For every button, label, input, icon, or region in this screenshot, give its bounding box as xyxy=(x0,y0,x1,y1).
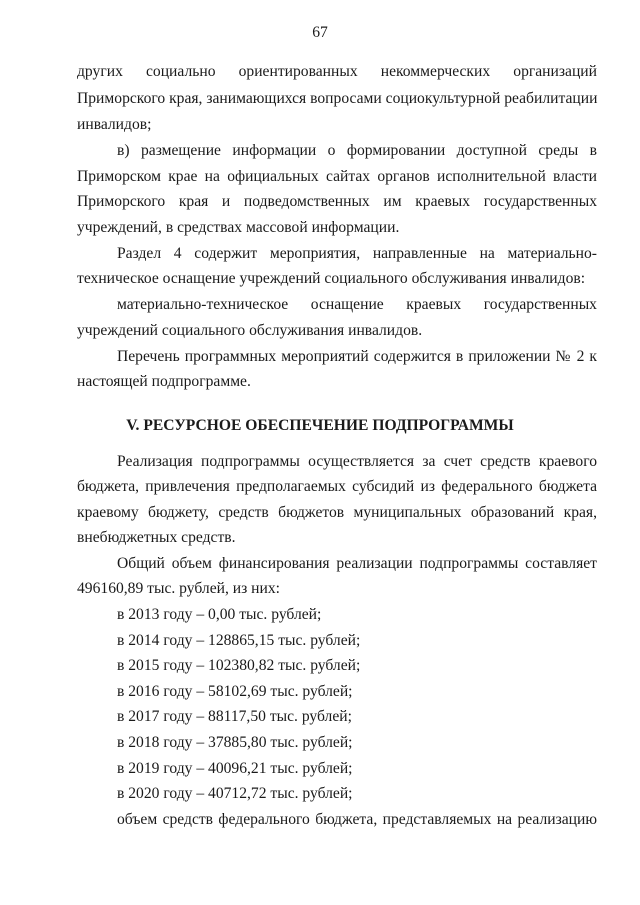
word: некоммерческих xyxy=(380,63,491,80)
text-line: бюджета, привлечения предполагаемых субсидий из федерального бюджета xyxy=(77,478,597,495)
word: краевых xyxy=(406,296,462,313)
text-line: объем средств федерального бюджета, представляемых на реализацию xyxy=(117,811,597,828)
funding-year-item: в 2020 году – 40712,72 тыс. рублей; xyxy=(117,785,353,802)
word: ориентированных xyxy=(238,63,358,80)
funding-year-item: в 2017 году – 88117,50 тыс. рублей; xyxy=(117,708,352,725)
text-line xyxy=(77,62,597,82)
funding-year-item: в 2015 году – 102380,82 тыс. рублей; xyxy=(117,657,361,674)
funding-year-item: в 2019 году – 40096,21 тыс. рублей; xyxy=(117,760,353,777)
text-line: краевому бюджету, средств бюджетов муниципальных образований края, xyxy=(77,504,597,521)
text-line: Приморском крае на официальных сайтах органов исполнительной власти xyxy=(77,168,597,185)
funding-year-item: в 2018 году – 37885,80 тыс. рублей; xyxy=(117,734,353,751)
word: других xyxy=(77,63,123,80)
page-number: 67 xyxy=(312,24,328,41)
word: социально xyxy=(145,63,216,80)
text-line: Общий объем финансирования реализации подпрограммы составляет xyxy=(117,555,597,572)
section-heading: V. РЕСУРСНОЕ ОБЕСПЕЧЕНИЕ ПОДПРОГРАММЫ xyxy=(126,417,514,434)
text-line: Реализация подпрограммы осуществляется за счет средств краевого xyxy=(117,453,597,470)
text-line: учреждений, в средствах массовой информации. xyxy=(77,219,400,236)
word: государственных xyxy=(483,296,597,313)
text-line: настоящей подпрограмме. xyxy=(77,373,251,390)
text-line: Перечень программных мероприятий содержится в приложении № 2 к xyxy=(117,348,597,365)
funding-year-item: в 2014 году – 128865,15 тыс. рублей; xyxy=(117,632,361,649)
text-line: Раздел 4 содержит мероприятия, направленные на материально- xyxy=(117,245,597,262)
text-line xyxy=(117,295,597,315)
text-line: Приморского края и подведомственных им краевых государственных xyxy=(77,193,597,210)
word: организаций xyxy=(513,63,597,80)
word: материально-техническое xyxy=(117,296,289,313)
funding-year-item: в 2016 году – 58102,69 тыс. рублей; xyxy=(117,683,353,700)
text-line: 496160,89 тыс. рублей, из них: xyxy=(77,580,280,597)
text-line: в) размещение информации о формировании доступной среды в xyxy=(117,142,597,159)
word: оснащение xyxy=(310,296,384,313)
text-line: учреждений социального обслуживания инвалидов. xyxy=(77,322,423,339)
funding-year-item: в 2013 году – 0,00 тыс. рублей; xyxy=(117,606,322,623)
text-line: Приморского края, занимающихся вопросами социокультурной реабилитации xyxy=(77,90,598,107)
text-line: техническое оснащение учреждений социального обслуживания инвалидов: xyxy=(77,270,586,287)
text-line: внебюджетных средств. xyxy=(77,529,236,546)
text-line: инвалидов; xyxy=(77,116,152,133)
